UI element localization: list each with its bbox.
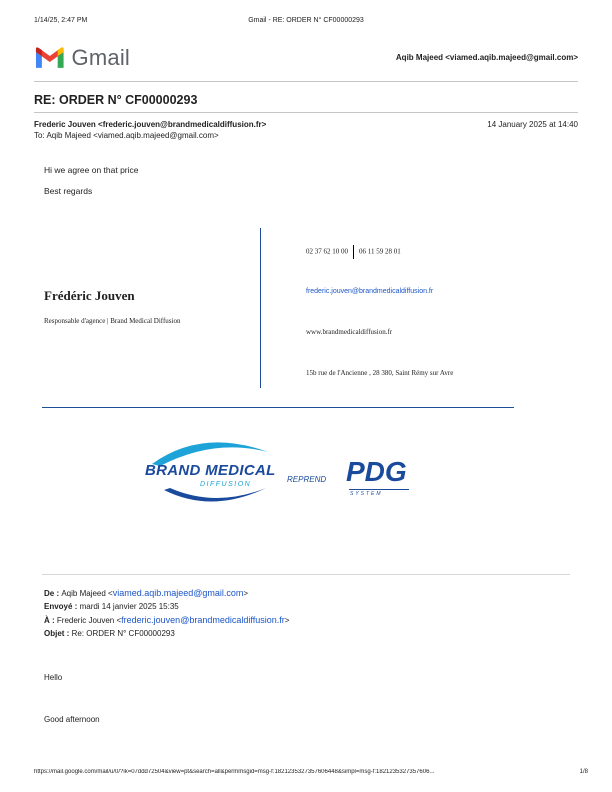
email-to: To: Aqib Majeed <viamed.aqib.majeed@gmail.com>	[34, 131, 219, 140]
quote-from	[44, 588, 248, 598]
account-label: Aqib Majeed <viamed.aqib.majeed@gmail.com>	[395, 53, 578, 62]
phone-2[interactable]: 06 11 59 28 01	[359, 247, 401, 256]
quote-objet-label: Objet :	[44, 629, 72, 638]
brand-line2: DIFFUSION	[200, 481, 252, 488]
phone-1[interactable]: 02 37 62 10 00	[306, 247, 348, 256]
print-page-number: 1/8	[579, 769, 588, 775]
quote-body-line: Hello	[44, 673, 63, 682]
quote-de-end: >	[243, 589, 249, 598]
signature-divider	[260, 228, 261, 388]
pdg-underline	[349, 489, 409, 490]
email-subject: RE: ORDER N° CF00000293	[34, 93, 198, 107]
quote-envoye-label: Envoyé :	[44, 602, 80, 611]
quote-a-email[interactable]: frederic.jouven@brandmedicaldiffusion.fr	[121, 615, 285, 625]
email-body-line: Best regards	[44, 186, 93, 196]
quote-to	[44, 615, 289, 625]
email-from[interactable]: Frederic Jouven <frederic.jouven@brandmedicaldiffusion.fr>	[34, 120, 267, 129]
quote-a-label: À :	[44, 616, 57, 625]
quote-sent	[44, 602, 179, 611]
signature-name: Frédéric Jouven	[44, 288, 135, 303]
print-datetime: 1/14/25, 2:47 PM	[34, 17, 88, 24]
quote-body-line: Good afternoon	[44, 715, 100, 724]
signature-address: 15b rue de l'Ancienne , 28 380, Saint Rémy sur Avre	[306, 369, 454, 377]
quote-objet-value: Re: ORDER N° CF00000293	[71, 629, 175, 638]
quote-de-name: Aqib Majeed <	[61, 589, 113, 598]
email-date: 14 January 2025 at 14:40	[487, 120, 578, 129]
divider	[34, 81, 578, 82]
quote-envoye-value: mardi 14 janvier 2025 15:35	[79, 602, 179, 611]
pdg-sub: SYSTEM	[350, 491, 383, 497]
email-body-line: Hi we agree on that price	[44, 165, 139, 175]
quote-a-name: Frederic Jouven <	[56, 616, 122, 625]
divider	[34, 112, 578, 113]
gmail-wordmark: Gmail	[71, 45, 130, 70]
signature-phones	[306, 245, 401, 259]
signature-role: Responsable d'agence | Brand Medical Diffusion	[44, 317, 181, 325]
quote-subject	[44, 629, 175, 638]
signature-bottom-rule	[42, 407, 514, 408]
quote-de-email[interactable]: viamed.aqib.majeed@gmail.com	[112, 588, 244, 598]
quote-a-end: >	[284, 616, 290, 625]
brand-medical-logo	[142, 432, 282, 514]
brand-line1: BRAND MEDICAL	[145, 462, 276, 479]
quote-divider	[42, 574, 570, 575]
phone-separator	[353, 245, 354, 259]
quote-de-label: De :	[44, 589, 62, 598]
gmail-logo[interactable]	[34, 44, 130, 72]
gmail-icon	[34, 46, 66, 70]
print-title: Gmail - RE: ORDER N° CF00000293	[248, 17, 364, 24]
signature-email-link[interactable]: frederic.jouven@brandmedicaldiffusion.fr	[306, 288, 434, 295]
pdg-logo: PDG	[346, 456, 407, 487]
signature-website[interactable]: www.brandmedicaldiffusion.fr	[306, 328, 393, 336]
reprend-text: REPREND	[287, 475, 327, 484]
print-url: https://mail.google.com/mail/u/0/?ik=07ddd72504&view=pt&search=all&permmsgid=msg-f:1821235327357606448&simpl=msg-f:1821235327357606...	[34, 769, 435, 775]
